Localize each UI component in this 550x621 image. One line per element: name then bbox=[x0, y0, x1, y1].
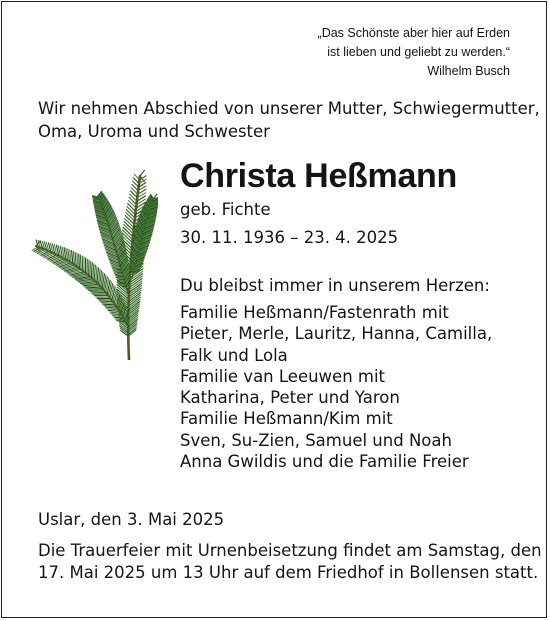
intro-text bbox=[38, 97, 540, 143]
life-dates: 30. 11. 1936 – 23. 4. 2025 bbox=[180, 228, 399, 247]
birth-name: geb. Fichte bbox=[180, 200, 271, 219]
quote-author: Wilhelm Busch bbox=[427, 64, 510, 78]
intro-line: Wir nehmen Abschied von unserer Mutter, Schwiegermutter, bbox=[38, 99, 540, 118]
family-line: Familie Heßmann/Kim mit bbox=[180, 409, 393, 429]
quote-block bbox=[318, 24, 510, 81]
family-line: Pieter, Merle, Lauritz, Hanna, Camilla, bbox=[180, 324, 493, 344]
service-line: Die Trauerfeier mit Urnenbeisetzung findet am Samstag, den bbox=[38, 541, 542, 560]
intro-line: Oma, Uroma und Schwester bbox=[38, 122, 270, 141]
family-line: Familie van Leeuwen mit bbox=[180, 366, 386, 386]
place-date: Uslar, den 3. Mai 2025 bbox=[38, 510, 225, 529]
family-list bbox=[180, 302, 492, 472]
service-info bbox=[38, 540, 542, 584]
quote-line: „Das Schönste aber hier auf Erden bbox=[317, 26, 510, 40]
deceased-name: Christa Heßmann bbox=[180, 157, 457, 195]
family-line: Falk und Lola bbox=[180, 345, 288, 365]
fir-branch-icon bbox=[28, 168, 158, 360]
family-line: Familie Heßmann/Fastenrath mit bbox=[180, 303, 449, 322]
memorial-message: Du bleibst immer in unserem Herzen: bbox=[180, 276, 490, 295]
family-line: Anna Gwildis und die Familie Freier bbox=[180, 452, 469, 472]
obituary-notice bbox=[1, 1, 547, 618]
quote-line: ist lieben und geliebt zu werden.“ bbox=[327, 45, 510, 59]
service-line: 17. Mai 2025 um 13 Uhr auf dem Friedhof in Bollensen statt. bbox=[38, 563, 539, 582]
family-line: Katharina, Peter und Yaron bbox=[180, 388, 400, 408]
family-line: Sven, Su-Zien, Samuel und Noah bbox=[180, 430, 452, 450]
